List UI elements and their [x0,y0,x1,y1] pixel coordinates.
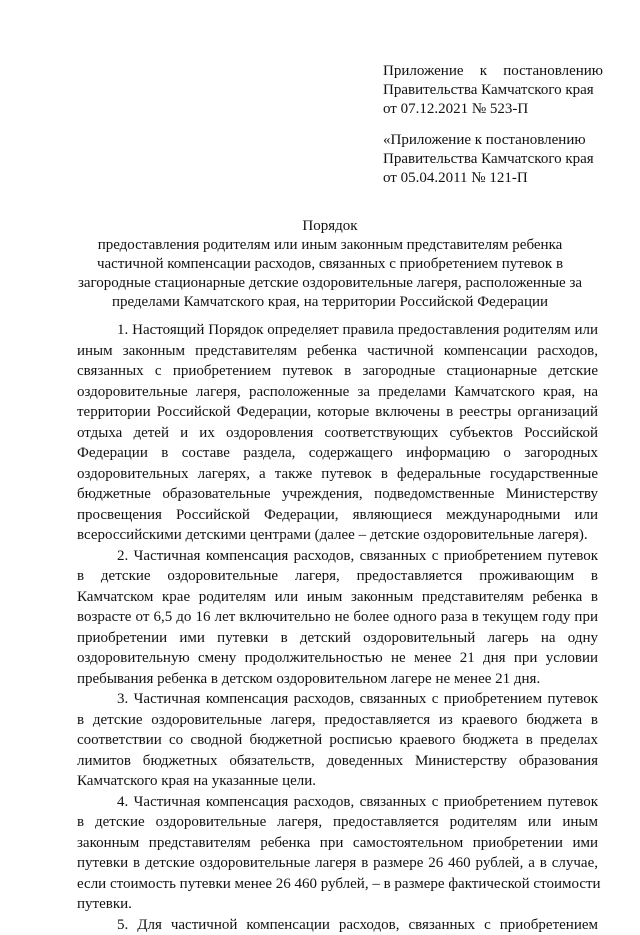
body-line: в детские оздоровительные лагеря, предоставляется проживающим в [77,566,598,587]
body-line: Камчатском крае родителям или иным законным представителям ребенка в [77,587,598,608]
body-line: 2. Частичная компенсация расходов, связанных с приобретением путевок [77,546,598,567]
body-line: 4. Частичная компенсация расходов, связанных с приобретением путевок [77,792,598,813]
body-line: иным законным представителям ребенка частичной компенсации расходов, [77,341,598,362]
appendix-line: Правительства Камчатского края [383,81,603,100]
body-line: в детские оздоровительные лагеря, предоставляется из краевого бюджета в [77,710,598,731]
body-line: связанных с приобретением путевок в загородные стационарные детские [77,361,598,382]
appendix-line: Приложение к постановлению [383,62,603,81]
body-line: 1. Настоящий Порядок определяет правила предоставления родителям или [77,320,598,341]
appendix-line: от 05.04.2011 № 121-П [383,169,603,188]
body-line: возрасте от 6,5 до 16 лет включительно не более одного раза в текущем году при [77,607,598,628]
body-line: лимитов бюджетных обязательств, доведенных Министерству образования [77,751,598,772]
body-line: приобретении ими путевки в детский оздоровительный лагерь на одну [77,628,598,649]
title-line: загородные стационарные детские оздоровительные лагеря, расположенные за [70,274,590,293]
appendix-line: «Приложение к постановлению [383,131,603,150]
document-body [77,320,598,935]
body-line: всероссийскими детскими центрами (далее – детские оздоровительные лагеря). [77,525,598,546]
appendix-reference-current [383,62,603,119]
body-line: оздоровительных лагерях, а также путевок в федеральные государственные [77,464,598,485]
body-line: отдыха детей и их оздоровления соответствующих субъектов Российской [77,423,598,444]
body-line: путевки в детские оздоровительные лагеря в размере 26 460 рублей, а в случае, [77,853,598,874]
body-line: путевки. [77,894,598,915]
body-line: 3. Частичная компенсация расходов, связанных с приобретением путевок [77,689,598,710]
body-line: территории Российской Федерации, которые включены в реестры организаций [77,402,598,423]
body-line: пребывания ребенка в детском оздоровительном лагере не менее 21 дня. [77,669,598,690]
body-line: просвещения Российской Федерации, являющиеся международными или [77,505,598,526]
body-line: соответствии со сводной бюджетной росписью краевого бюджета в пределах [77,730,598,751]
document-title [70,217,590,312]
title-line: предоставления родителям или иным законным представителям ребенка [70,236,590,255]
body-line: 5. Для частичной компенсации расходов, связанных с приобретением [77,915,598,935]
appendix-line: Правительства Камчатского края [383,150,603,169]
body-line: оздоровительные лагеря, расположенные за пределами Камчатского края, на [77,382,598,403]
title-line: частичной компенсации расходов, связанных с приобретением путевок в [70,255,590,274]
body-line: оздоровительную смену продолжительностью не менее 21 дня при условии [77,648,598,669]
body-line: если стоимость путевки менее 26 460 рублей, – в размере фактической стоимости [77,874,598,895]
appendix-line: от 07.12.2021 № 523-П [383,100,603,119]
body-line: бюджетные образовательные учреждения, подведомственные Министерству [77,484,598,505]
title-heading: Порядок [70,217,590,236]
body-line: законным представителям ребенка при самостоятельном приобретении ими [77,833,598,854]
body-line: Федерации в составе раздела, содержащего информацию о загородных [77,443,598,464]
appendix-reference-original [383,131,603,188]
body-line: Камчатского края на указанные цели. [77,771,598,792]
body-line: в детские оздоровительные лагеря, предоставляется родителям или иным [77,812,598,833]
title-line: пределами Камчатского края, на территории Российской Федерации [70,293,590,312]
